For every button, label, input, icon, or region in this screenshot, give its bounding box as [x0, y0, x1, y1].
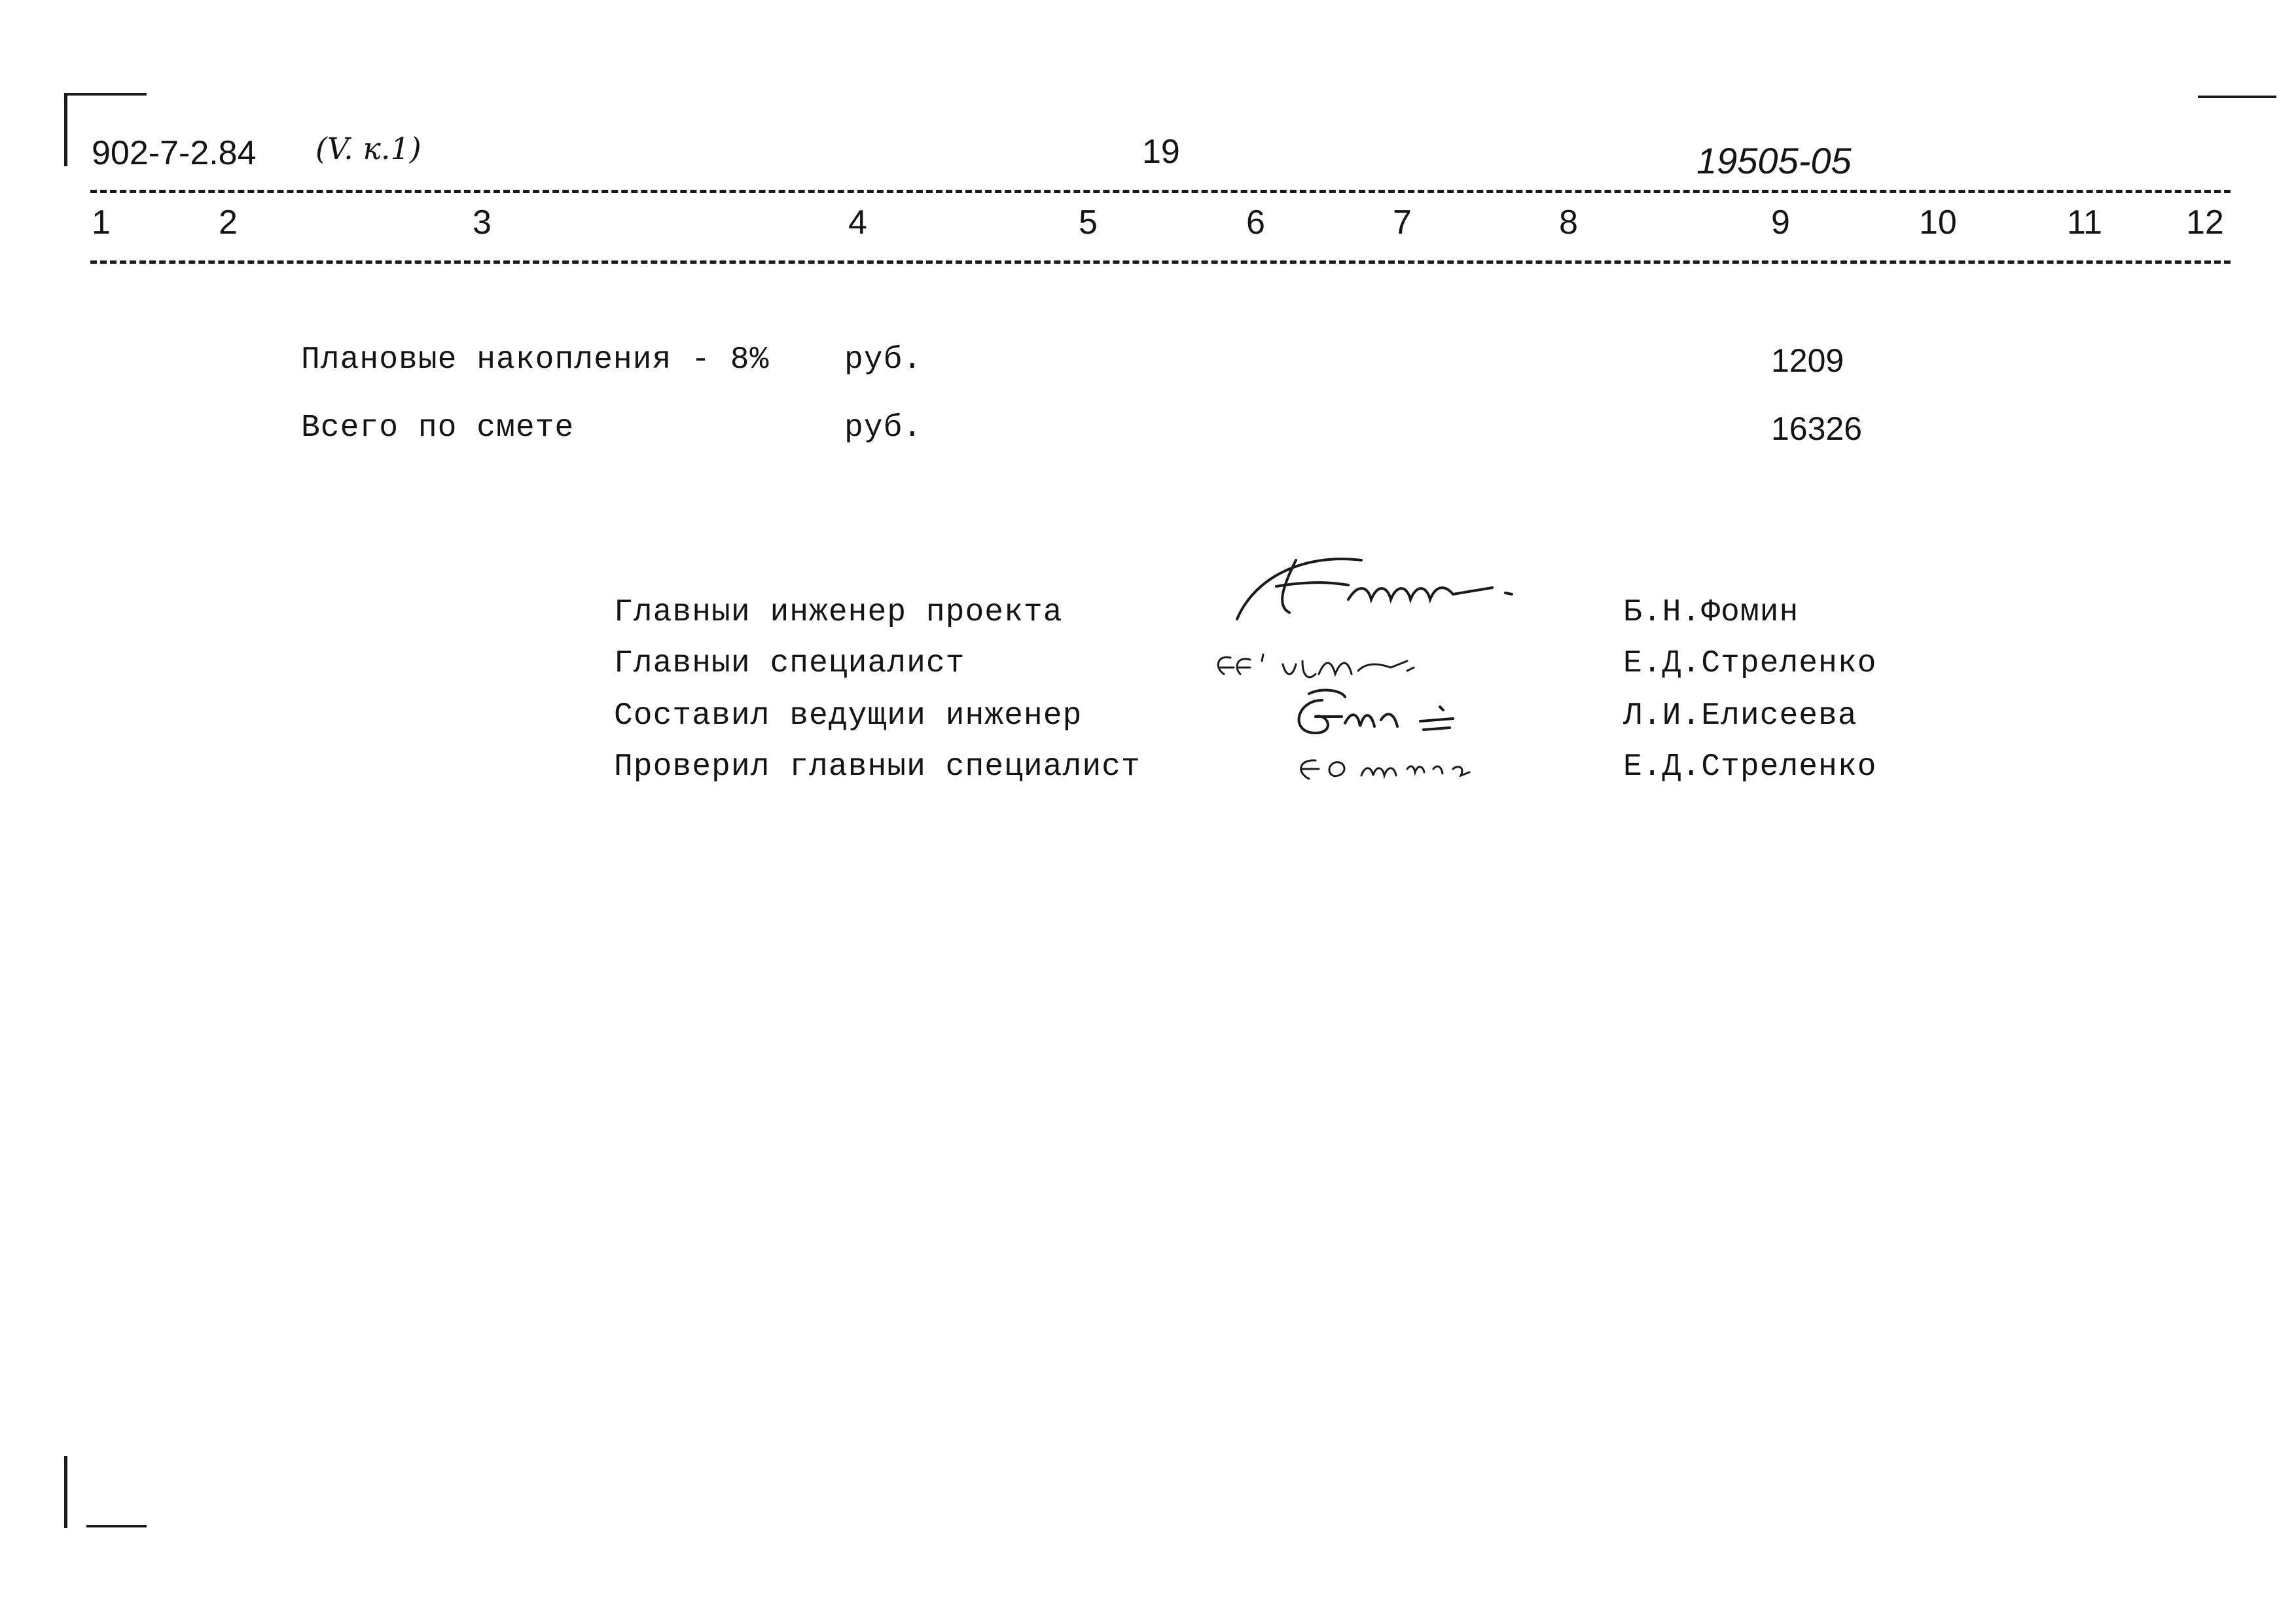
- signature-role: Составил ведущии инженер: [614, 698, 1083, 734]
- handwritten-signature: [1289, 740, 1551, 792]
- column-number-12: 12: [2186, 204, 2224, 241]
- sheet-code: 19505-05: [1696, 140, 1852, 181]
- handwritten-signature: [1217, 547, 1532, 626]
- handwritten-signature: [1283, 681, 1492, 746]
- corner-mark-bottom-left-horizontal: [86, 1525, 147, 1527]
- column-number-7: 7: [1393, 204, 1412, 241]
- volume-note: (V. к.1): [315, 131, 422, 166]
- summary-label: Плановые накопления - 8%: [301, 342, 770, 378]
- column-number-11: 11: [2067, 204, 2102, 241]
- corner-mark-top-left-horizontal: [64, 93, 147, 96]
- column-number-6: 6: [1246, 204, 1265, 241]
- summary-unit: руб.: [844, 410, 923, 446]
- column-number-1: 1: [92, 204, 111, 241]
- column-number-9: 9: [1771, 204, 1790, 241]
- signature-role: Главныи инженер проекта: [614, 595, 1063, 630]
- summary-value: 16326: [1771, 410, 1863, 447]
- signatory-name: Л.И.Елисеева: [1623, 698, 1857, 734]
- header-dashed-rule-bottom: [90, 260, 2231, 264]
- signatory-name: Е.Д.Стреленко: [1623, 749, 1877, 785]
- header-dashed-rule-top: [90, 190, 2231, 193]
- signature-role: Проверил главныи специалист: [614, 749, 1141, 785]
- corner-mark-top-right-horizontal: [2198, 96, 2276, 98]
- corner-mark-top-left-vertical: [64, 93, 67, 166]
- column-number-2: 2: [219, 204, 238, 241]
- signature-role: Главныи специалист: [614, 646, 965, 681]
- column-number-8: 8: [1559, 204, 1578, 241]
- column-number-4: 4: [848, 204, 867, 241]
- page-number: 19: [1142, 133, 1180, 171]
- column-number-3: 3: [473, 204, 492, 241]
- document-code: 902-7-2.84: [92, 134, 257, 172]
- summary-label: Всего по смете: [301, 410, 575, 446]
- corner-mark-bottom-left-vertical: [64, 1456, 67, 1528]
- summary-value: 1209: [1771, 342, 1844, 379]
- signatory-name: Е.Д.Стреленко: [1623, 646, 1877, 681]
- column-number-5: 5: [1079, 204, 1098, 241]
- column-number-10: 10: [1919, 204, 1957, 241]
- signatory-name: Б.Н.Фомин: [1623, 595, 1799, 630]
- summary-unit: руб.: [844, 342, 923, 378]
